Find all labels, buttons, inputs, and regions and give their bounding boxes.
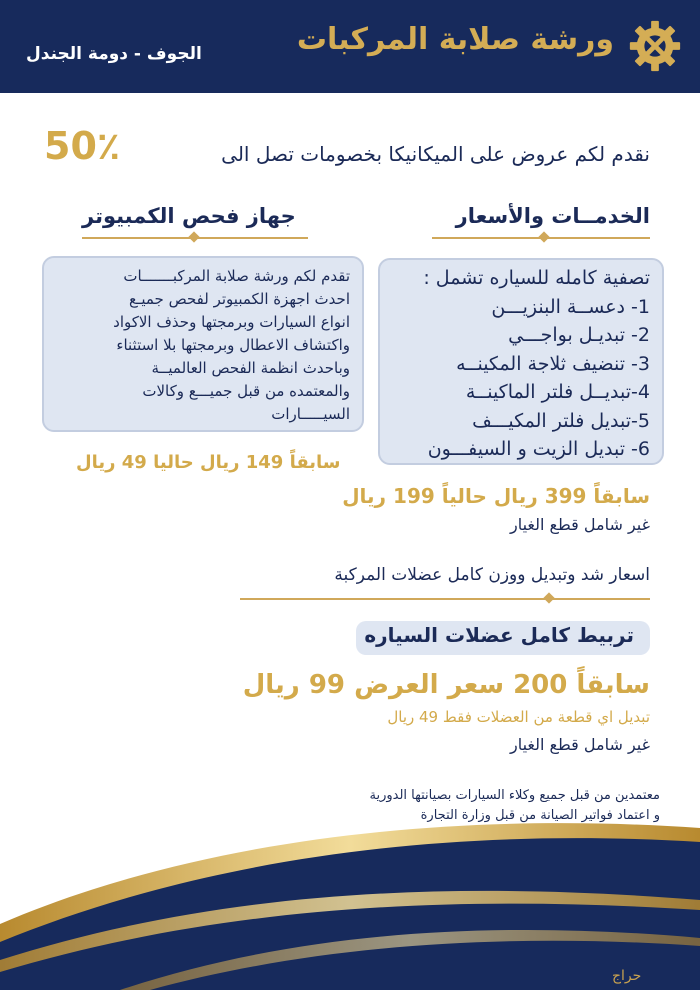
services-note: غير شامل قطع الغيار (509, 515, 650, 534)
computer-box (42, 256, 364, 432)
muscles-note: غير شامل قطع الغيار (509, 735, 650, 754)
computer-line: تقدم لكم ورشة صلابة المركبـــــــات (123, 267, 350, 285)
computer-line: واكتشاف الاعطال وبرمجتها بلا استثناء (116, 336, 350, 354)
services-line: 2- تبديـل بواجـــي (508, 324, 650, 346)
services-line: 1- دعســة البنزيـــن (491, 295, 650, 318)
services-heading: الخدمــات والأسعار (455, 204, 650, 228)
footer-line-2: و اعتماد فواتير الصيانة من قبل وزارة التجارة (420, 808, 660, 823)
muscles-price: سابقاً 200 سعر العرض 99 ريال (242, 670, 650, 700)
decorative-wave (0, 820, 700, 990)
footer-line-1: معتمدين من قبل جميع وكلاء السيارات بصيانتها الدورية (369, 788, 660, 803)
computer-line: والمعتمده من قبل جميـــع وكالات (142, 382, 350, 400)
muscles-diamond (543, 592, 554, 603)
discount-percent: 50٪ (44, 124, 121, 168)
muscles-pill (356, 621, 650, 655)
computer-price: سابقاً 149 ريال حاليا 49 ريال (76, 452, 341, 473)
services-line: 5-تبديل فلتر المكيـــف (472, 409, 650, 432)
muscles-pill-label: تربيط كامل عضلات السياره (364, 623, 634, 647)
watermark: حراج (612, 968, 642, 984)
services-line: تصفية كامله للسياره تشمل : (423, 267, 650, 289)
computer-heading-diamond (188, 231, 199, 242)
services-line: 3- تنضيف ثلاجة المكينــه (456, 352, 650, 375)
computer-line: وباحدث انظمة الفحص العالميــة (151, 359, 350, 377)
services-line: 6- تبديل الزيت و السيفـــون (427, 438, 650, 460)
services-box (378, 258, 664, 465)
location-label: الجوف - دومة الجندل (26, 44, 202, 64)
computer-line: السيـــــارات (271, 405, 350, 423)
services-price: سابقاً 399 ريال حالياً 199 ريال (342, 484, 650, 508)
computer-line: احدث اجهزة الكمبيوتر لفحص جميـع (128, 290, 350, 308)
gear-wrench-icon (626, 17, 684, 75)
computer-line: انواع السيارات وبرمجتها وحذف الاكواد (113, 313, 350, 331)
offer-text: نقدم لكم عروض على الميكانيكا بخصومات تصل الى (221, 142, 650, 166)
services-line: 4-تبديــل فلتر الماكينــة (465, 381, 650, 403)
computer-heading: جهاز فحص الكمبيوتر (82, 204, 296, 228)
muscles-subnote: تبديل اي قطعة من العضلات فقط 49 ريال (387, 708, 650, 726)
muscles-heading: اسعار شد وتبديل ووزن كامل عضلات المركبة (334, 565, 650, 585)
muscles-underline (240, 598, 650, 600)
header-banner (0, 0, 700, 93)
workshop-title: ورشة صلابة المركبات (296, 22, 614, 57)
services-heading-diamond (538, 231, 549, 242)
